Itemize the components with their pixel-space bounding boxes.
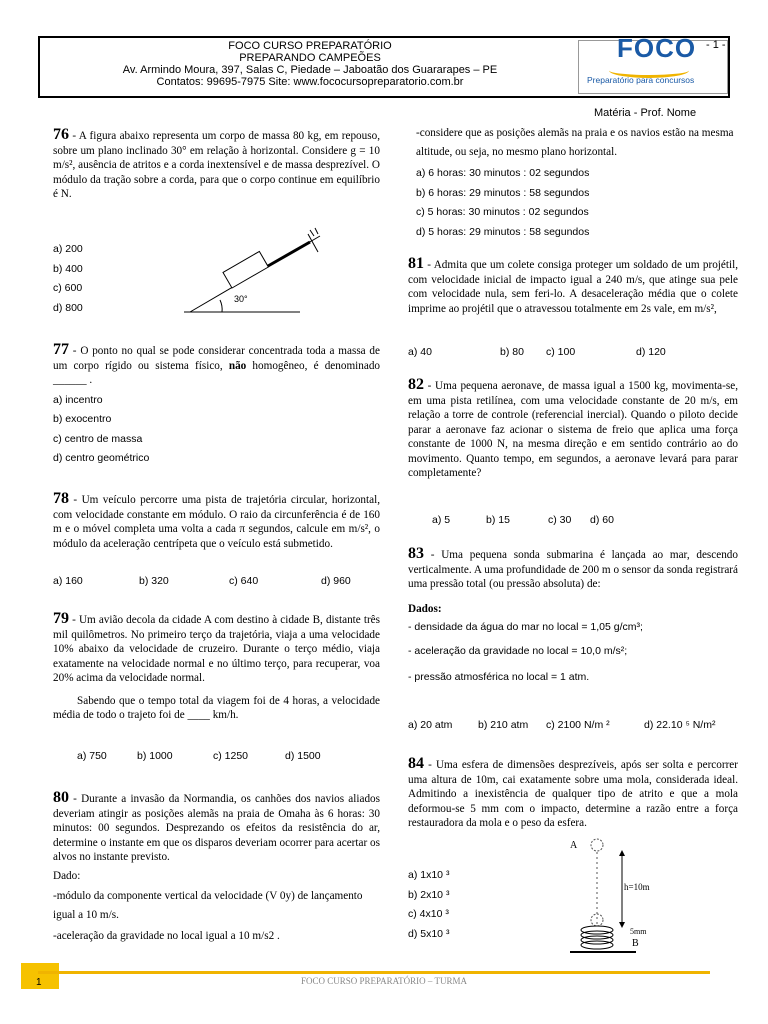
- q82-option-c[interactable]: c) 30: [548, 514, 572, 526]
- q84-option-a[interactable]: a) 1x10 ³: [408, 869, 450, 881]
- q79-option-c[interactable]: c) 1250: [213, 750, 249, 762]
- q81-number: 81: [408, 255, 424, 272]
- block-body: [223, 251, 268, 288]
- q78-block: [53, 492, 380, 551]
- q83-text: - Uma pequena sonda submarina é lançada ao mar, descendo verticalmente. A uma profundidade de 200 m o sensor da sonda registrará uma pressão total (ou pressão absoluta) de:: [408, 549, 738, 590]
- q78-option-a[interactable]: a) 160: [53, 575, 83, 587]
- q83-option-d[interactable]: d) 22.10 ⁵ N/m²: [644, 719, 716, 731]
- q81-option-a[interactable]: a) 40: [408, 346, 432, 358]
- q81-option-b[interactable]: b) 80: [500, 346, 524, 358]
- q78-number: 78: [53, 490, 69, 507]
- q81-option-d[interactable]: d) 120: [636, 346, 666, 358]
- q76-option-a[interactable]: a) 200: [53, 243, 83, 255]
- q81-block: [408, 257, 738, 316]
- q83-option-a[interactable]: a) 20 atm: [408, 719, 453, 731]
- rope: [268, 242, 310, 266]
- q78-option-b[interactable]: b) 320: [139, 575, 169, 587]
- q77-text-a: - O ponto no qual se pode considerar concentrada toda a massa de um corpo rígido ou sistema físico,: [53, 345, 380, 372]
- q77-block: [53, 343, 380, 469]
- q79-option-b[interactable]: b) 1000: [137, 750, 173, 762]
- q79-statement: [53, 612, 380, 686]
- q78-statement: [53, 492, 380, 551]
- q80-dado-label: Dado:: [53, 869, 81, 882]
- q76-option-c[interactable]: c) 600: [53, 282, 83, 294]
- q80-option-a[interactable]: a) 6 horas: 30 minutos : 02 segundos: [416, 167, 590, 179]
- q84-option-c[interactable]: c) 4x10 ³: [408, 908, 449, 920]
- q78-text: - Um veículo percorre uma pista de trajetória circular, horizontal, com velocidade constante em módulo. O raio da circunferência é de 160 m e o móvel completa uma volta a cada π segundos, calcule em m/s², o módulo da aceleração centrípeta que o veículo está submetido.: [53, 494, 380, 550]
- q79-text2: Sabendo que o tempo total da viagem foi de 4 horas, a velocidade média de todo o trajeto foi de ____ km/h.: [53, 694, 380, 721]
- q83-statement: [408, 547, 738, 592]
- q82-options: [432, 513, 732, 527]
- q80-option-b[interactable]: b) 6 horas: 29 minutos : 58 segundos: [416, 186, 590, 199]
- fig-label-a: A: [570, 840, 578, 851]
- q79-text: - Um avião decola da cidade A com destino à cidade B, distante três mil quilômetros. No primeiro terço da trajetória, viaja a uma velocidade 10% abaixo da velocidade de cruzeiro. Durante o terço médio, viaja exatamente na velocidade normal e no último terço, para recuperar, voa 20% acima da velocidade normal.: [53, 614, 380, 684]
- q83-dado-3: - pressão atmosférica no local = 1 atm.: [408, 671, 590, 683]
- fig-label-5mm: 5mm: [630, 927, 647, 936]
- q80-dado2: -aceleração da gravidade no local igual a 10 m/s2 .: [53, 930, 280, 942]
- q77-option-c[interactable]: c) centro de massa: [53, 432, 143, 445]
- q83-option-c[interactable]: c) 2100 N/m ²: [546, 719, 610, 731]
- q84-options: [408, 866, 508, 944]
- q79-option-d[interactable]: d) 1500: [285, 750, 321, 762]
- q83-number: 83: [408, 545, 424, 562]
- q78-options: [53, 574, 380, 588]
- materia-line: Matéria - Prof. Nome: [594, 107, 697, 119]
- header-title: FOCO CURSO PREPARATÓRIO: [228, 40, 392, 52]
- q76-option-b[interactable]: b) 400: [53, 262, 83, 275]
- q84-option-d[interactable]: d) 5x10 ³: [408, 927, 450, 940]
- footer-text: FOCO CURSO PREPARATÓRIO – TURMA: [300, 976, 468, 986]
- q76-text: - A figura abaixo representa um corpo de massa 80 kg, em repouso, sobre um plano inclinado 30° em relação à horizontal. Considere g = 10 m/s², ausência de atritos e a corda inextensível e de massa desprezível. O módulo da tração sobre a corda, para que o corpo continue em equilíbrio é N.: [53, 130, 380, 200]
- q79-number: 79: [53, 610, 69, 627]
- angle-label: 30°: [234, 294, 248, 304]
- sphere-impact: [591, 914, 603, 926]
- q81-text: - Admita que um colete consiga proteger um soldado de um projétil, com velocidade inicial de impacto igual a 240 m/s, que atinge sua pele com velocidade nula, sem feri-lo. A desaceleração média que o colete imprime ao projétil que o atravessou totalmente em 2s vale, em m/s²,: [408, 259, 738, 315]
- q82-option-a[interactable]: a) 5: [432, 514, 451, 526]
- q77-option-b[interactable]: b) exocentro: [53, 413, 112, 425]
- q78-option-c[interactable]: c) 640: [229, 575, 259, 587]
- q80-block: [53, 791, 380, 944]
- q81-options: [408, 345, 738, 359]
- sphere-start: [591, 839, 603, 851]
- logo-word: FOCO: [617, 33, 697, 63]
- q84-number: 84: [408, 755, 424, 772]
- spring-figure: [560, 834, 680, 962]
- q77-number: 77: [53, 341, 69, 358]
- q79-block: [53, 612, 380, 723]
- q80-dado1: -módulo da componente vertical da velocidade (V 0y) de lançamento igual a 10 m/s.: [53, 890, 363, 921]
- logo-subtitle: Preparatório para concursos: [587, 75, 695, 85]
- q82-option-d[interactable]: d) 60: [590, 514, 614, 526]
- q80-option-d[interactable]: d) 5 horas: 29 minutos : 58 segundos: [416, 225, 590, 238]
- q80-statement: [53, 791, 380, 865]
- q81-statement: [408, 257, 738, 316]
- q80-number: 80: [53, 789, 69, 806]
- header-text-block: [40, 40, 580, 88]
- q79-option-a[interactable]: a) 750: [77, 750, 107, 762]
- header-box: [38, 33, 730, 98]
- spring-icon: [581, 926, 613, 949]
- q83-options: [408, 718, 738, 732]
- page-mark: - 1 -: [706, 39, 726, 51]
- header-contacts: Contatos: 99695-7975 Site: www.fococursopreparatorio.com.br: [156, 76, 464, 88]
- q77-text-b: homogêneo, é denominado ______ .: [53, 359, 381, 386]
- inclined-plane-figure: [180, 226, 330, 318]
- q76-options: [53, 240, 153, 318]
- header-address: Av. Armindo Moura, 397, Salas C, Piedade – Jaboatão dos Guararapes – PE: [122, 64, 498, 76]
- q82-number: 82: [408, 376, 424, 393]
- q76-number: 76: [53, 126, 69, 143]
- q78-option-d[interactable]: d) 960: [321, 575, 351, 587]
- header-subtitle: PREPARANDO CAMPEÕES: [239, 52, 381, 64]
- q77-text-bold: não: [228, 359, 247, 372]
- q81-option-c[interactable]: c) 100: [546, 346, 576, 358]
- q84-text: - Uma esfera de dimensões desprezíveis, após ser solta e percorrer uma altura de 10m, cai exatamente sobre uma mola, considerada ideal. Admitindo a inexistência de qualquer tipo de atrito e que a mola deformou-se 5 mm com o impacto, determine a razão entre a força restauradora da mola e o peso da esfera.: [408, 759, 738, 829]
- q79-options: [77, 749, 377, 763]
- q84-statement: [408, 757, 738, 831]
- q77-option-d[interactable]: d) centro geométrico: [53, 452, 150, 464]
- q80-dado3: -considere que as posições alemãs na praia e os navios estão na mesma altitude, ou seja, no mesmo plano horizontal.: [416, 127, 734, 158]
- q84-option-b[interactable]: b) 2x10 ³: [408, 888, 450, 901]
- q82-statement: [408, 378, 738, 481]
- fig-label-b: B: [632, 938, 639, 949]
- q76-option-d[interactable]: d) 800: [53, 301, 83, 314]
- q82-option-b[interactable]: b) 15: [486, 514, 510, 526]
- angle-arc: [220, 300, 222, 312]
- q83-block: [408, 547, 738, 690]
- q82-block: [408, 378, 738, 481]
- q82-text: - Uma pequena aeronave, de massa igual a 1500 kg, movimenta-se, em uma pista retilínea, com uma velocidade constante de 20 m/s, em relação a torre de controle (referencial inercial). Quando o piloto decide parar a aeronave faz acionar o sistema de freio que aplica uma força constante de 1000 N, na mesma direção e em sentido contrário ao do movimento. Quanto tempo, em segundos, a aeronave levará para parar completamente?: [408, 380, 738, 479]
- q76-statement: [53, 128, 380, 202]
- fig-label-h: h=10m: [624, 882, 650, 892]
- q76-block: [53, 128, 380, 202]
- q83-option-b[interactable]: b) 210 atm: [478, 719, 529, 731]
- q83-dados-label: Dados:: [408, 602, 442, 615]
- q80-option-c[interactable]: c) 5 horas: 30 minutos : 02 segundos: [416, 206, 589, 218]
- q84-block: [408, 757, 738, 831]
- footer-page-number: 1: [36, 977, 42, 988]
- q80-continuation: [416, 124, 738, 242]
- q77-option-a[interactable]: a) incentro: [53, 393, 103, 406]
- q77-statement: [53, 343, 380, 388]
- q83-dado-2: - aceleração da gravidade no local = 10,0 m/s²;: [408, 645, 628, 657]
- q80-text: - Durante a invasão da Normandia, os canhões dos navios aliados deveriam atingir as posições alemãs na praia de Omaha às 6 horas: 30 minutos: 00 segundos. Desprezando os efeitos da resistência do ar, determine o instante em que os disparos deveriam ocorrer para acertar os alvos no instante previsto.: [53, 793, 380, 863]
- q83-dado-1: - densidade da água do mar no local = 1,05 g/cm³;: [408, 621, 643, 633]
